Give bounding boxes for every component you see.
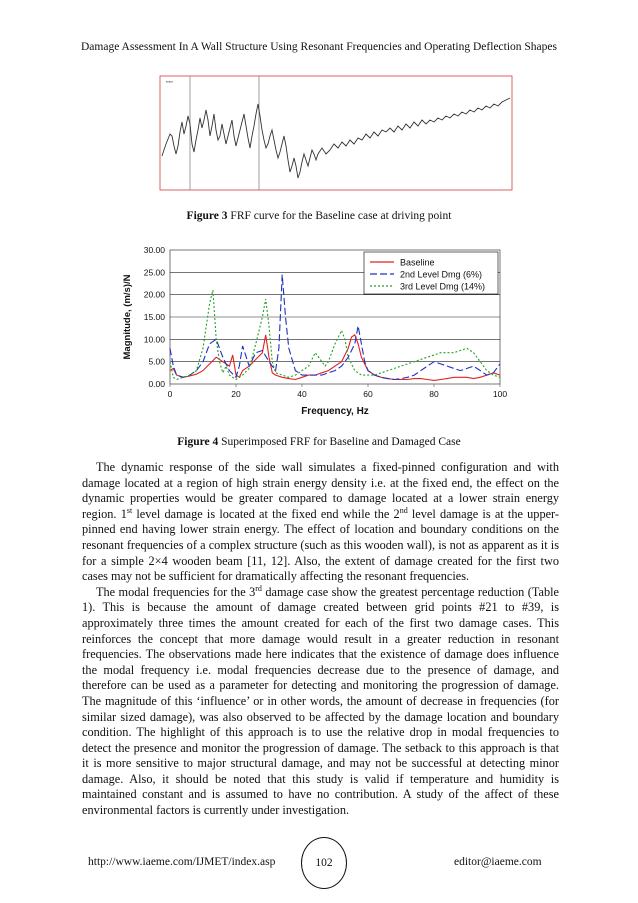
x-tick-label: 40 — [297, 389, 307, 399]
superscript: rd — [255, 583, 262, 593]
y-tick-label: 10.00 — [143, 334, 165, 345]
y-tick-label: 15.00 — [143, 312, 165, 322]
figure-4-chart — [118, 238, 522, 426]
y-axis-label: Magnitude, (m/s)/N — [122, 274, 133, 360]
figure-3-frf-plot — [128, 74, 516, 204]
x-tick-label: 60 — [363, 389, 373, 399]
header-title: Damage Assessment In A Wall Structure Using Resonant Frequencies and Operating Deflection Shapes — [80, 41, 557, 53]
legend-entry: 2nd Level Dmg (6%) — [400, 269, 483, 280]
y-tick-label: 30.00 — [143, 245, 165, 255]
figure-3-corner-label: ▪▪▪▪▪ — [166, 79, 174, 84]
figure-3-caption-text: FRF curve for the Baseline case at driving point — [227, 210, 452, 222]
running-header — [60, 40, 578, 54]
body-text — [82, 460, 559, 819]
page-footer — [0, 820, 638, 890]
paragraph-text: The dynamic response of the side wall simulates a fixed-pinned configuration and with damage located at a region of high strain energy density i.e. at the fixed end, the effect on the dynamic properties would be greater compared to damage located at a lower strain energy region. 1 — [82, 460, 559, 521]
y-tick-label: 20.00 — [143, 289, 165, 300]
figure-4-caption-label: Figure 4 — [177, 436, 219, 448]
paragraph-text: damage case show the greatest percentage reduction (Table 1). This is because the amount of damage created between grid points #21 to #39, is approximately three times the amount created for each of the first two damage cases. This reinforces the concept that more damage would result in a greater reduction in resonant frequencies. The observations made here indicates that the existence of damage does influence the modal frequency i.e. modal frequencies decrease due to the presence of damage, and therefore can be used as a parameter for detecting and monitoring the progression of damage. The magnitude of this ‘influence’ or in other words, the amount of decrease in frequencies (for similar sized damage), was also observed to be affected by the damage location and boundary condition. The highlight of this approach is to use the relative drop in modal frequencies to detect the presence and monitor the progression of damage. The setback to this approach is that it is more sensitive to major structural damage, and may not be successful at detecting minor damage. Also, it should be noted that this study is valid if temperature and humidity is maintained constant and is assumed to have no contribution. A study of the affect of these environmental factors is currently under investigation. — [82, 584, 559, 818]
y-tick-label: 5.00 — [148, 356, 165, 367]
legend-entry: 3rd Level Dmg (14%) — [400, 281, 486, 292]
paragraph — [82, 585, 559, 819]
paragraph-text: level damage is at the upper-pinned end having lower strain energy. The effect of location and boundary conditions on the resonant frequencies of a complex structure (such as this wooden wall), is not as apparent as it is for a simple 2×4 wooden beam [11, 12]. Also, the extent of damage created for the first two cases may not be sufficient for dramatically affecting the resonant frequencies. — [82, 506, 559, 584]
x-tick-label: 20 — [231, 389, 241, 399]
paragraph — [82, 460, 559, 585]
figure-3-caption — [0, 210, 638, 222]
x-tick-label: 100 — [492, 389, 508, 399]
figure-4-svg — [118, 238, 522, 426]
figure-3-background — [128, 74, 516, 204]
x-tick-label: 0 — [167, 389, 173, 399]
y-tick-label: 25.00 — [143, 267, 165, 278]
figure-4-caption-text: Superimposed FRF for Baseline and Damaged Case — [218, 436, 461, 448]
figure-3-svg — [128, 74, 516, 204]
figure-4-caption — [0, 436, 638, 448]
figure-3-caption-label: Figure 3 — [186, 210, 228, 222]
superscript: st — [126, 505, 133, 515]
legend-entry: Baseline — [400, 257, 435, 268]
x-axis-label: Frequency, Hz — [301, 406, 369, 417]
paragraph-text: level damage is located at the fixed end while the 2 — [132, 506, 400, 521]
page-number: 102 — [301, 837, 347, 889]
paragraph-text: The modal frequencies for the 3 — [96, 584, 256, 599]
y-tick-label: 0.00 — [148, 379, 165, 389]
footer-email[interactable]: editor@iaeme.com — [454, 856, 542, 868]
superscript: nd — [399, 505, 408, 515]
x-tick-label: 80 — [429, 389, 439, 399]
footer-url[interactable]: http://www.iaeme.com/IJMET/index.asp — [88, 856, 276, 868]
